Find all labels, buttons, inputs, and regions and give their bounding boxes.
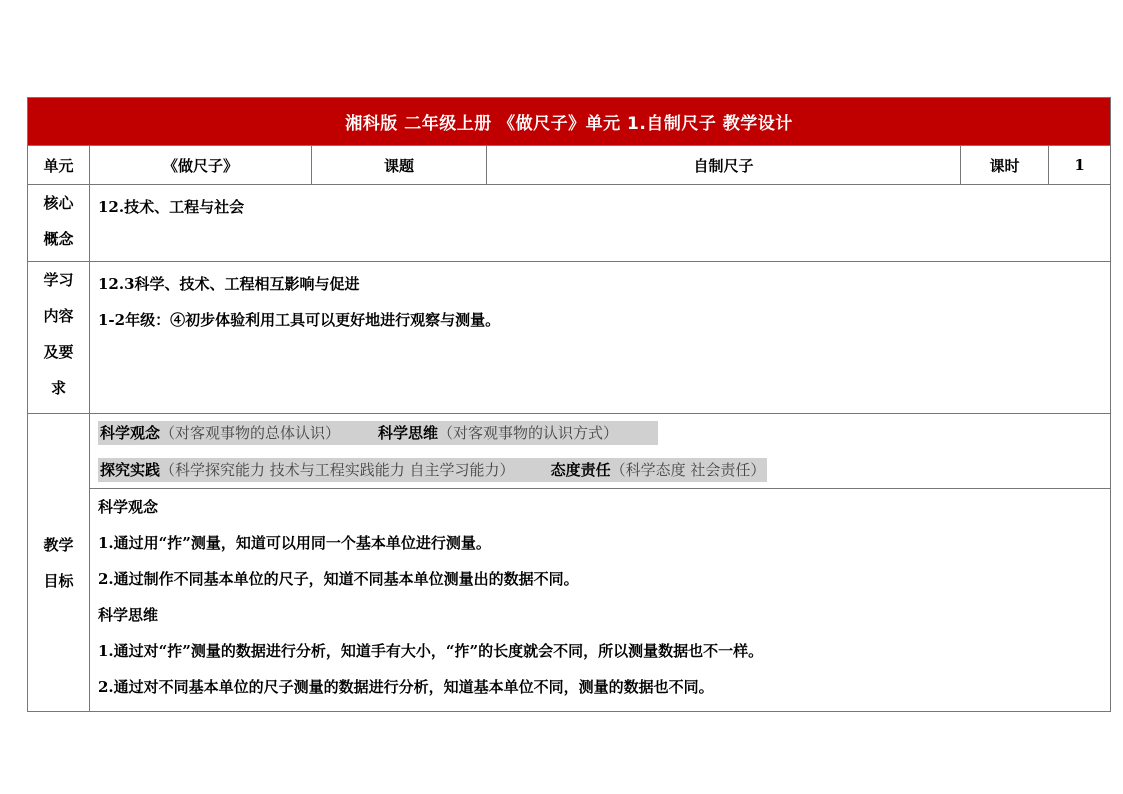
document-title: 湘科版 二年级上册 《做尺子》单元 1.自制尺子 教学设计 xyxy=(28,98,1111,146)
goal-tags-line-2 xyxy=(98,451,1102,488)
goal-tags-row xyxy=(28,414,1111,489)
lesson-plan-document xyxy=(27,97,1110,712)
learning-requirements-row xyxy=(28,262,1111,414)
learning-requirements-content xyxy=(90,262,1111,414)
learning-line: 12.3科学、技术、工程相互影响与促进 xyxy=(98,275,360,293)
core-concept-label: 核心 概念 xyxy=(28,185,90,262)
goal-tags-content xyxy=(90,414,1111,489)
teaching-goals-label: 教学 目标 xyxy=(28,414,90,712)
learning-requirements-label: 学习 内容 及要 求 xyxy=(28,262,90,414)
goal-line: 2.通过制作不同基本单位的尺子，知道不同基本单位测量出的数据不同。 xyxy=(98,570,579,588)
tag-science-concept: 科学观念（对客观事物的总体认识） xyxy=(98,421,342,445)
header-row xyxy=(28,146,1111,185)
tag-science-thinking: 科学思维（对客观事物的认识方式） xyxy=(342,421,658,445)
tag-attitude-responsibility: 态度责任（科学态度 社会责任） xyxy=(517,458,768,482)
goal-details-content xyxy=(90,489,1111,712)
goal-line: 2.通过对不同基本单位的尺子测量的数据进行分析，知道基本单位不同，测量的数据也不同。 xyxy=(98,678,714,696)
core-concept-content xyxy=(90,185,1111,262)
goal-details-row xyxy=(28,489,1111,712)
goal-line: 1.通过用“拃”测量，知道可以用同一个基本单位进行测量。 xyxy=(98,534,491,552)
goal-line: 科学观念 xyxy=(98,498,159,516)
period-label: 课时 xyxy=(961,146,1049,185)
lesson-plan-table xyxy=(27,97,1111,712)
unit-value: 《做尺子》 xyxy=(90,146,312,185)
goal-tags-line-1 xyxy=(98,414,1102,451)
core-concept-text: 12.技术、工程与社会 xyxy=(98,198,245,216)
core-concept-row xyxy=(28,185,1111,262)
topic-value: 自制尺子 xyxy=(487,146,961,185)
period-value: 1 xyxy=(1049,146,1111,185)
learning-line: 1-2年级：④初步体验利用工具可以更好地进行观察与测量。 xyxy=(98,311,501,329)
goal-line: 科学思维 xyxy=(98,606,159,624)
topic-label: 课题 xyxy=(312,146,487,185)
unit-label: 单元 xyxy=(28,146,90,185)
tag-inquiry-practice: 探究实践（科学探究能力 技术与工程实践能力 自主学习能力） xyxy=(98,458,517,482)
goal-line: 1.通过对“拃”测量的数据进行分析，知道手有大小，“拃”的长度就会不同，所以测量数据也不一样。 xyxy=(98,642,764,660)
